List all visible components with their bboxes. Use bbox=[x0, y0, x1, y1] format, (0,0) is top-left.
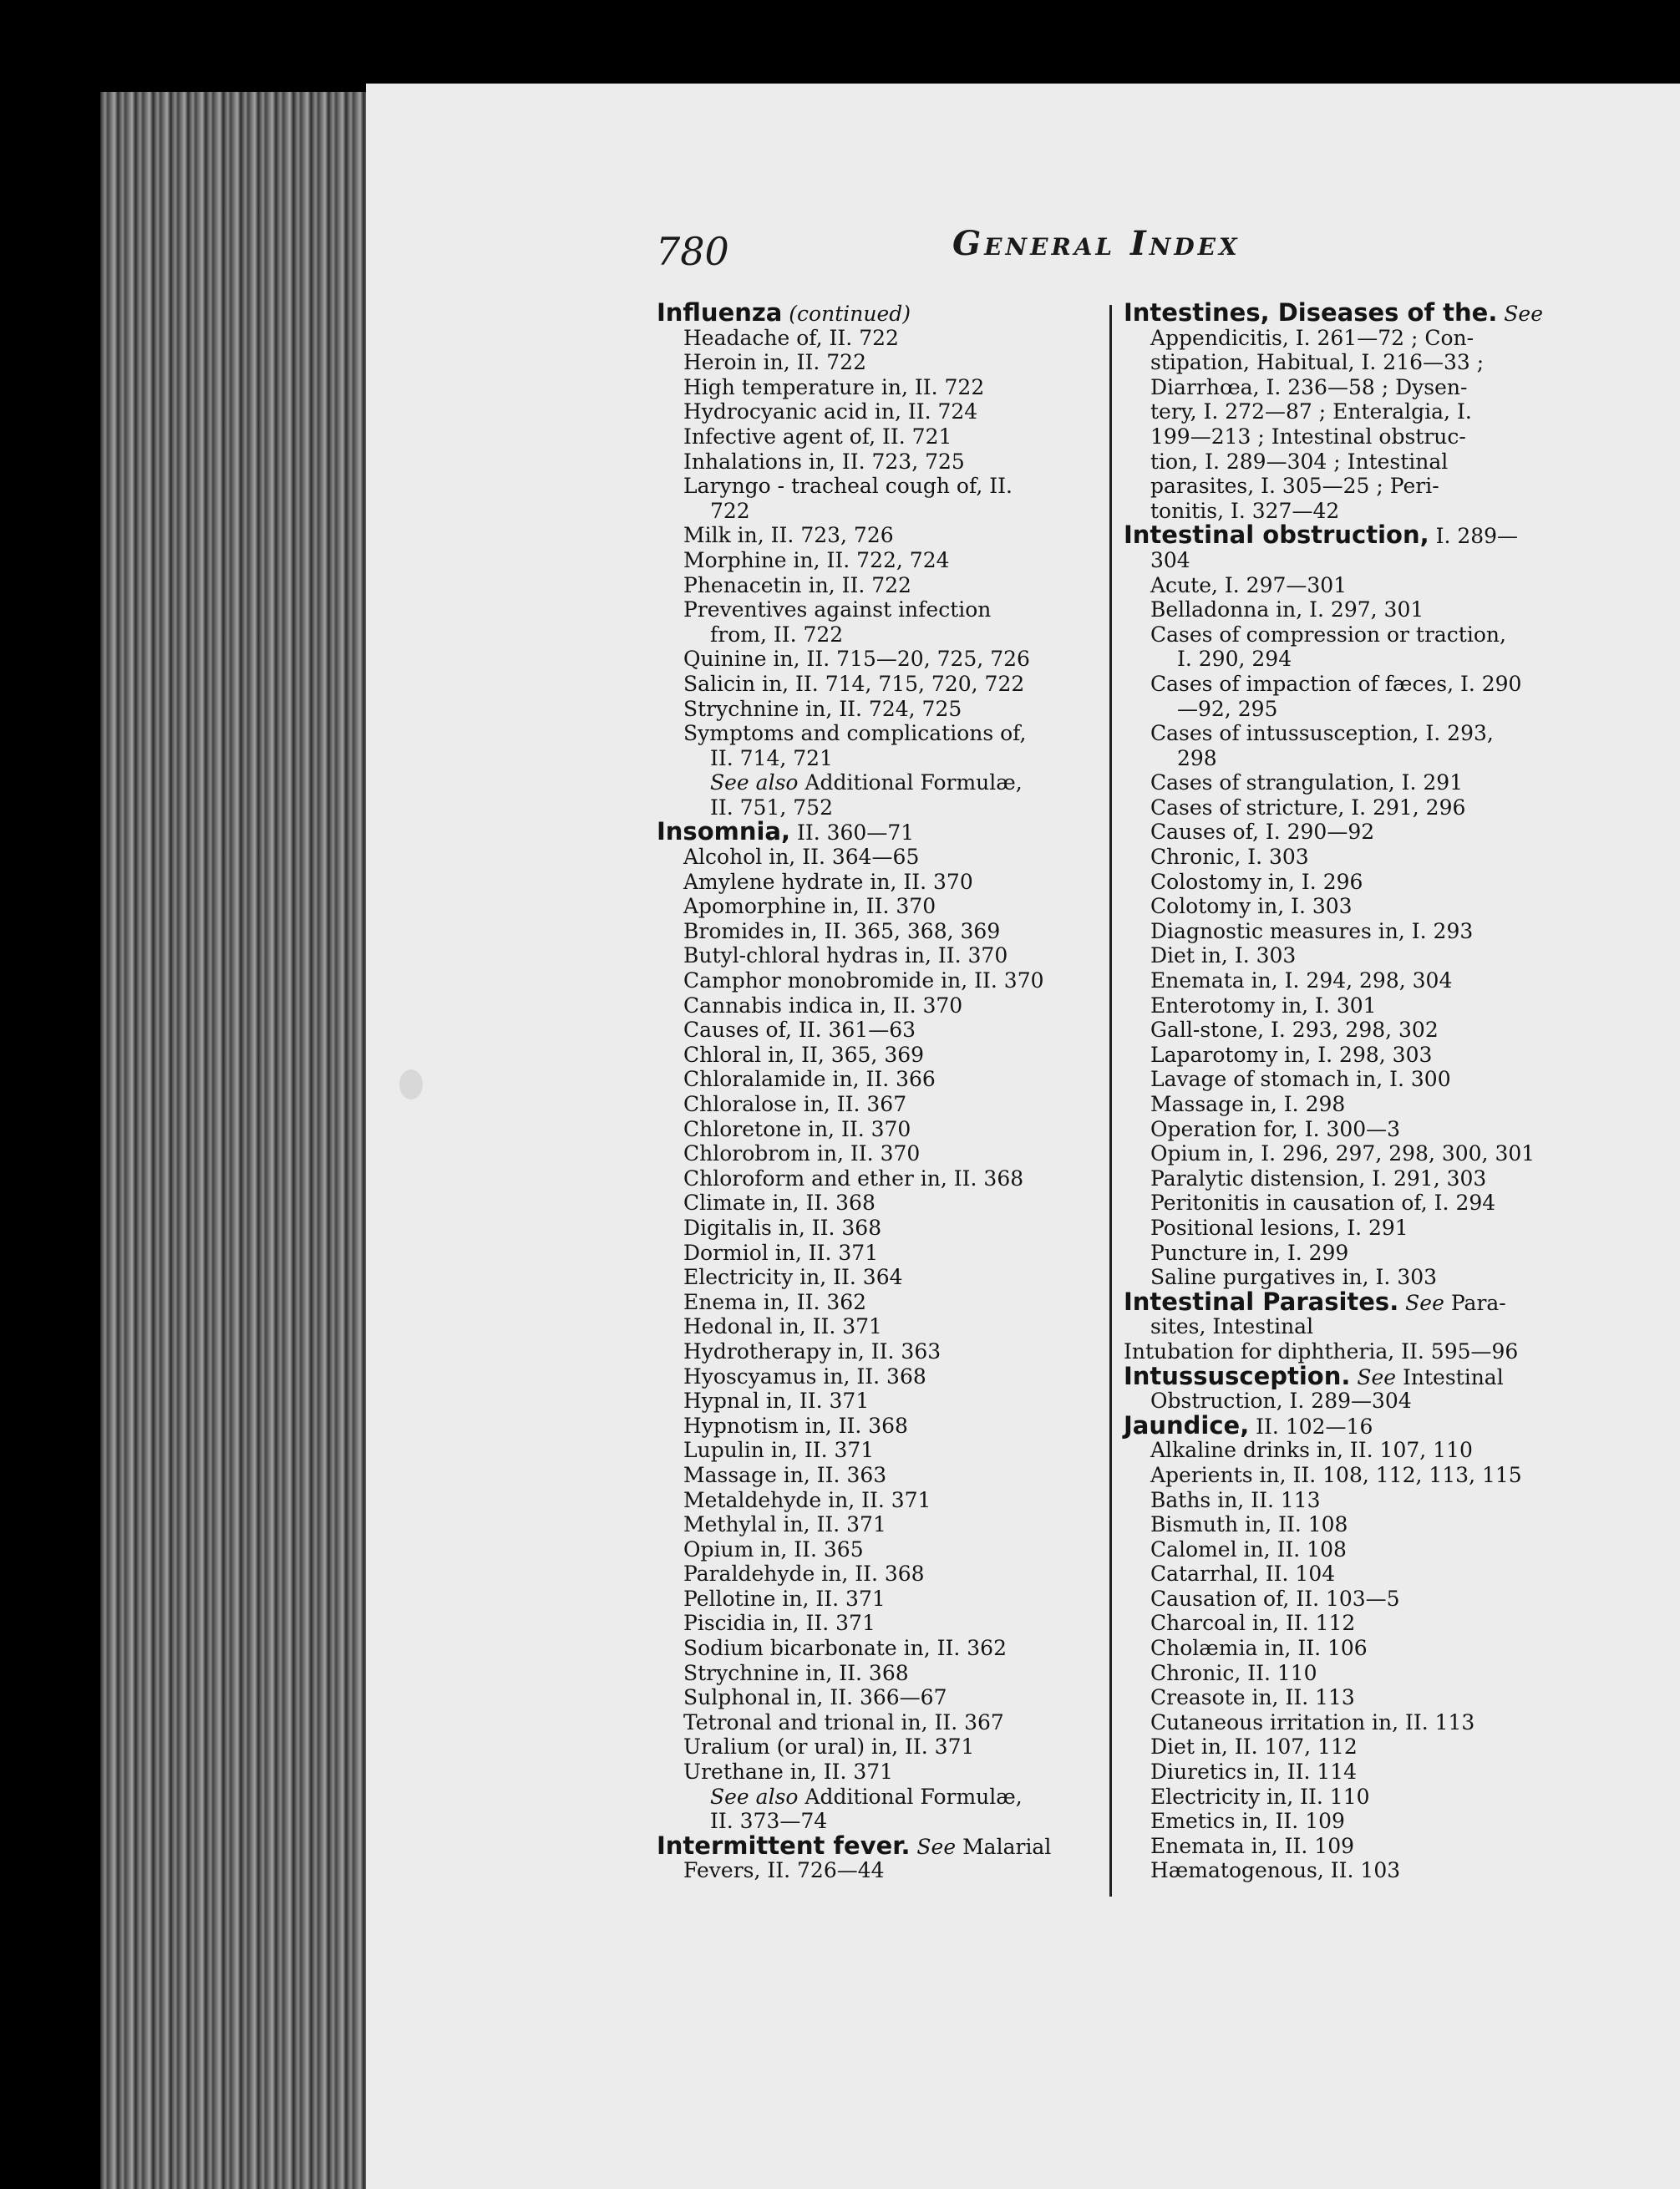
entry-text: Phenacetin in, II. 722 bbox=[683, 572, 911, 597]
index-subentry bbox=[657, 350, 1099, 375]
entry-text: Additional Formulæ, bbox=[798, 1784, 1023, 1809]
index-entry bbox=[1124, 298, 1558, 327]
index-subentry bbox=[657, 647, 1099, 672]
entry-text: Aperients in, II. 108, 112, 113, 115 bbox=[1150, 1462, 1522, 1487]
index-subentry bbox=[1124, 919, 1558, 944]
index-subentry bbox=[657, 1710, 1099, 1735]
index-subentry bbox=[1124, 1166, 1558, 1191]
index-subentry bbox=[657, 1809, 1099, 1834]
index-subentry bbox=[657, 499, 1099, 524]
entry-text: Strychnine in, II. 724, 725 bbox=[683, 696, 962, 721]
entry-text: Laparotomy in, I. 298, 303 bbox=[1150, 1042, 1433, 1067]
see-reference: See bbox=[910, 1834, 957, 1859]
index-subentry bbox=[657, 1537, 1099, 1562]
entry-text: Gall-stone, I. 293, 298, 302 bbox=[1150, 1018, 1439, 1043]
index-subentry bbox=[1124, 1636, 1558, 1661]
index-subentry bbox=[1124, 721, 1558, 746]
entry-text: Urethane in, II. 371 bbox=[683, 1760, 894, 1785]
entry-text: Emetics in, II. 109 bbox=[1150, 1809, 1345, 1834]
index-subentry bbox=[1124, 746, 1558, 771]
index-subentry bbox=[1124, 399, 1558, 424]
see-reference: See also bbox=[710, 1784, 799, 1809]
index-subentry bbox=[657, 1785, 1099, 1810]
index-subentry bbox=[657, 1389, 1099, 1414]
entry-heading: Influenza bbox=[657, 298, 783, 327]
entry-text: Laryngo - tracheal cough of, II. bbox=[683, 474, 1013, 499]
entry-text: Colostomy in, I. 296 bbox=[1150, 869, 1363, 894]
entry-text: Sodium bicarbonate in, II. 362 bbox=[683, 1636, 1007, 1661]
entry-text: Chloretone in, II. 370 bbox=[683, 1116, 911, 1141]
index-subentry bbox=[657, 1562, 1099, 1587]
index-subentry bbox=[1124, 1562, 1558, 1587]
index-subentry bbox=[657, 1760, 1099, 1785]
index-subentry bbox=[1124, 548, 1558, 573]
index-subentry bbox=[657, 870, 1099, 895]
entry-text: Hæmatogenous, II. 103 bbox=[1150, 1858, 1401, 1883]
entry-text: Diarrhœa, I. 236—58 ; Dysen- bbox=[1150, 374, 1468, 399]
index-subentry bbox=[657, 919, 1099, 944]
index-subentry bbox=[657, 672, 1099, 697]
index-subentry bbox=[1124, 1463, 1558, 1488]
entry-text: Strychnine in, II. 368 bbox=[683, 1660, 909, 1685]
entry-locator: Intestinal bbox=[1396, 1364, 1504, 1389]
entry-heading: Intestines, Diseases of the. bbox=[1124, 298, 1498, 327]
index-subentry bbox=[1124, 424, 1558, 449]
entry-text: Cases of intussusception, I. 293, bbox=[1150, 721, 1494, 746]
index-subentry bbox=[1124, 1241, 1558, 1266]
index-subentry bbox=[657, 449, 1099, 475]
entry-text: Creasote in, II. 113 bbox=[1150, 1685, 1355, 1710]
see-reference: See bbox=[1497, 302, 1544, 326]
see-reference: See also bbox=[710, 770, 799, 795]
entry-text: Lupulin in, II. 371 bbox=[683, 1438, 875, 1463]
entry-text: Hyoscyamus in, II. 368 bbox=[683, 1364, 926, 1389]
index-subentry bbox=[657, 597, 1099, 622]
entry-text: Cases of compression or traction, bbox=[1150, 622, 1506, 647]
entry-text: II. 751, 752 bbox=[710, 795, 833, 820]
entry-text: Dormiol in, II. 371 bbox=[683, 1240, 879, 1265]
index-subentry bbox=[1124, 870, 1558, 895]
index-subentry bbox=[1124, 1117, 1558, 1142]
entry-text: Cases of impaction of fæces, I. 290 bbox=[1150, 671, 1522, 696]
entry-text: Chloralose in, II. 367 bbox=[683, 1092, 907, 1116]
index-subentry bbox=[657, 1216, 1099, 1241]
entry-text: Peritonitis in causation of, I. 294 bbox=[1150, 1191, 1496, 1216]
index-subentry bbox=[657, 968, 1099, 993]
index-subentry bbox=[657, 1265, 1099, 1290]
index-subentry bbox=[657, 993, 1099, 1018]
index-subentry bbox=[1124, 845, 1558, 870]
index-column-left bbox=[657, 298, 1099, 1883]
index-subentry bbox=[1124, 1389, 1558, 1414]
index-entry bbox=[657, 817, 1099, 846]
entry-text: 298 bbox=[1177, 745, 1217, 770]
index-subentry bbox=[657, 326, 1099, 351]
entry-text: High temperature in, II. 722 bbox=[683, 374, 985, 399]
entry-heading: Insomnia, bbox=[657, 817, 791, 846]
entry-text: Enema in, II. 362 bbox=[683, 1289, 867, 1314]
index-subentry bbox=[1124, 1760, 1558, 1785]
index-subentry bbox=[1124, 1141, 1558, 1166]
entry-text: Amylene hydrate in, II. 370 bbox=[683, 869, 973, 894]
index-subentry bbox=[657, 1512, 1099, 1537]
entry-text: Headache of, II. 722 bbox=[683, 325, 899, 350]
entry-text: Hydrotherapy in, II. 363 bbox=[683, 1338, 942, 1364]
index-subentry bbox=[657, 1636, 1099, 1661]
entry-locator: Malarial bbox=[956, 1834, 1052, 1859]
entry-text: Diuretics in, II. 114 bbox=[1150, 1760, 1358, 1785]
index-subentry bbox=[1124, 474, 1558, 499]
index-entry bbox=[657, 298, 1099, 327]
entry-text: Hypnal in, II. 371 bbox=[683, 1389, 870, 1414]
index-subentry bbox=[1124, 1858, 1558, 1883]
entry-text: Chloralamide in, II. 366 bbox=[683, 1067, 936, 1092]
column-divider bbox=[1109, 305, 1112, 1897]
entry-text: Appendicitis, I. 261—72 ; Con- bbox=[1150, 325, 1474, 350]
entry-text: Chlorobrom in, II. 370 bbox=[683, 1141, 921, 1166]
entry-locator: I. 289— bbox=[1429, 524, 1519, 549]
entry-text: 199—213 ; Intestinal obstruc- bbox=[1150, 424, 1466, 449]
index-subentry bbox=[657, 1858, 1099, 1883]
entry-text: Metaldehyde in, II. 371 bbox=[683, 1487, 931, 1512]
index-subentry bbox=[657, 1734, 1099, 1760]
index-subentry bbox=[1124, 622, 1558, 648]
index-subentry bbox=[1124, 1216, 1558, 1241]
entry-heading: Intussusception. bbox=[1124, 1361, 1351, 1390]
index-entry bbox=[1124, 1287, 1558, 1316]
index-subentry bbox=[657, 1043, 1099, 1068]
entry-text: Cannabis indica in, II. 370 bbox=[683, 993, 963, 1018]
index-entry bbox=[1124, 1410, 1558, 1440]
entry-locator: Para- bbox=[1444, 1290, 1506, 1315]
book-page-edges bbox=[100, 92, 384, 2189]
entry-text: Baths in, II. 113 bbox=[1150, 1487, 1321, 1512]
index-subentry bbox=[1124, 1734, 1558, 1760]
index-subentry bbox=[1124, 1043, 1558, 1068]
entry-text: Tetronal and trional in, II. 367 bbox=[683, 1709, 1004, 1734]
see-reference: See bbox=[1350, 1364, 1397, 1389]
entry-text: Colotomy in, I. 303 bbox=[1150, 894, 1353, 919]
entry-text: Additional Formulæ, bbox=[798, 770, 1023, 795]
entry-text: stipation, Habitual, I. 216—33 ; bbox=[1150, 350, 1485, 375]
entry-text: Butyl-chloral hydras in, II. 370 bbox=[683, 943, 1008, 968]
entry-text: Cutaneous irritation in, II. 113 bbox=[1150, 1709, 1475, 1734]
index-subentry bbox=[1124, 1488, 1558, 1513]
index-subentry bbox=[1124, 647, 1558, 672]
entry-text: tonitis, I. 327—42 bbox=[1150, 498, 1340, 523]
index-subentry bbox=[657, 1488, 1099, 1513]
entry-text: Obstruction, I. 289—304 bbox=[1150, 1389, 1412, 1414]
entry-text: Bismuth in, II. 108 bbox=[1150, 1512, 1348, 1537]
index-subentry bbox=[657, 399, 1099, 424]
entry-text: Charcoal in, II. 112 bbox=[1150, 1611, 1356, 1636]
entry-text: Cases of strangulation, I. 291 bbox=[1150, 770, 1464, 795]
index-subentry bbox=[1124, 672, 1558, 697]
entry-text: Diet in, I. 303 bbox=[1150, 943, 1297, 968]
entry-text: Pellotine in, II. 371 bbox=[683, 1586, 886, 1611]
entry-text: Massage in, I. 298 bbox=[1150, 1092, 1346, 1116]
entry-text: Chronic, II. 110 bbox=[1150, 1660, 1317, 1685]
index-subentry bbox=[1124, 1785, 1558, 1810]
index-subentry bbox=[1124, 1661, 1558, 1686]
index-subentry bbox=[657, 573, 1099, 598]
entry-text: Sulphonal in, II. 366—67 bbox=[683, 1685, 947, 1710]
entry-text: Causation of, II. 103—5 bbox=[1150, 1586, 1400, 1611]
index-subentry bbox=[657, 845, 1099, 870]
index-subentry bbox=[657, 1364, 1099, 1389]
index-subentry bbox=[657, 721, 1099, 746]
entry-heading: Intestinal Parasites. bbox=[1124, 1287, 1399, 1316]
index-subentry bbox=[657, 1339, 1099, 1364]
entry-text: Symptoms and complications of, bbox=[683, 721, 1027, 746]
index-column-right bbox=[1124, 298, 1558, 1883]
entry-text: Enterotomy in, I. 301 bbox=[1150, 993, 1377, 1018]
entry-text: Milk in, II. 723, 726 bbox=[683, 523, 894, 548]
index-subentry bbox=[657, 1067, 1099, 1092]
entry-text: —92, 295 bbox=[1177, 696, 1278, 721]
entry-text: Diet in, II. 107, 112 bbox=[1150, 1734, 1358, 1760]
entry-text: 722 bbox=[710, 498, 750, 523]
index-subentry bbox=[657, 1611, 1099, 1636]
index-subentry bbox=[657, 943, 1099, 968]
entry-text: Saline purgatives in, I. 303 bbox=[1150, 1265, 1438, 1290]
index-subentry bbox=[657, 1438, 1099, 1463]
entry-text: Bromides in, II. 365, 368, 369 bbox=[683, 918, 1001, 943]
index-subentry bbox=[657, 1290, 1099, 1315]
entry-text: Chloral in, II, 365, 369 bbox=[683, 1042, 925, 1067]
index-subentry bbox=[657, 894, 1099, 919]
entry-text: Alcohol in, II. 364—65 bbox=[683, 845, 920, 870]
index-subentry bbox=[1124, 1587, 1558, 1612]
index-subentry bbox=[657, 1092, 1099, 1117]
entry-text: Infective agent of, II. 721 bbox=[683, 424, 952, 449]
entry-text: Preventives against infection bbox=[683, 597, 992, 622]
entry-text: Catarrhal, II. 104 bbox=[1150, 1562, 1336, 1587]
index-subentry bbox=[1124, 597, 1558, 622]
index-subentry bbox=[1124, 1512, 1558, 1537]
entry-text: Calomel in, II. 108 bbox=[1150, 1536, 1347, 1562]
entry-text: Digitalis in, II. 368 bbox=[683, 1215, 882, 1240]
index-subentry bbox=[657, 1587, 1099, 1612]
index-subentry bbox=[657, 1314, 1099, 1339]
entry-text: Piscidia in, II. 371 bbox=[683, 1611, 876, 1636]
entry-locator: (continued) bbox=[782, 302, 911, 326]
entry-text: Hypnotism in, II. 368 bbox=[683, 1413, 908, 1438]
entry-text: Quinine in, II. 715—20, 725, 726 bbox=[683, 647, 1030, 672]
entry-text: Chloroform and ether in, II. 368 bbox=[683, 1166, 1024, 1191]
entry-locator: II. 102—16 bbox=[1249, 1414, 1373, 1439]
entry-text: tion, I. 289—304 ; Intestinal bbox=[1150, 449, 1449, 474]
index-subentry bbox=[657, 474, 1099, 499]
index-subentry bbox=[1124, 968, 1558, 993]
index-subentry bbox=[657, 1141, 1099, 1166]
entry-text: Paraldehyde in, II. 368 bbox=[683, 1562, 925, 1587]
entry-text: Operation for, I. 300—3 bbox=[1150, 1116, 1401, 1141]
index-subentry bbox=[657, 770, 1099, 795]
index-subentry bbox=[1124, 1809, 1558, 1834]
entry-text: Massage in, II. 363 bbox=[683, 1462, 887, 1487]
entry-text: Fevers, II. 726—44 bbox=[683, 1858, 885, 1883]
index-subentry bbox=[1124, 326, 1558, 351]
entry-text: Inhalations in, II. 723, 725 bbox=[683, 449, 965, 474]
entry-text: Hedonal in, II. 371 bbox=[683, 1314, 882, 1339]
index-subentry bbox=[1124, 1191, 1558, 1216]
entry-text: II. 373—74 bbox=[710, 1809, 828, 1834]
page-number: 780 bbox=[656, 229, 729, 274]
entry-text: 304 bbox=[1150, 547, 1190, 572]
entry-text: Uralium (or ural) in, II. 371 bbox=[683, 1734, 975, 1760]
entry-text: Apomorphine in, II. 370 bbox=[683, 894, 936, 919]
entry-text: Electricity in, II. 364 bbox=[683, 1265, 903, 1290]
index-subentry bbox=[1124, 1834, 1558, 1859]
index-subentry bbox=[657, 375, 1099, 400]
entry-text: Salicin in, II. 714, 715, 720, 722 bbox=[683, 671, 1025, 696]
index-subentry bbox=[1124, 1611, 1558, 1636]
entry-heading: Jaundice, bbox=[1124, 1410, 1250, 1440]
see-reference: See bbox=[1398, 1290, 1444, 1315]
paper-blemish bbox=[399, 1069, 423, 1100]
index-subentry bbox=[1124, 894, 1558, 919]
index-subentry bbox=[1124, 499, 1558, 524]
page-title: General Index bbox=[952, 224, 1241, 263]
index-subentry bbox=[657, 1414, 1099, 1439]
entry-text: parasites, I. 305—25 ; Peri- bbox=[1150, 474, 1439, 499]
index-subentry bbox=[657, 1241, 1099, 1266]
index-subentry bbox=[657, 1463, 1099, 1488]
index-entry bbox=[657, 1831, 1099, 1860]
index-subentry bbox=[1124, 1537, 1558, 1562]
index-subentry bbox=[1124, 1092, 1558, 1117]
index-subentry bbox=[1124, 770, 1558, 795]
entry-text: I. 290, 294 bbox=[1177, 647, 1292, 672]
index-subentry bbox=[1124, 350, 1558, 375]
entry-text: Alkaline drinks in, II. 107, 110 bbox=[1150, 1438, 1473, 1463]
entry-text: Cases of stricture, I. 291, 296 bbox=[1150, 795, 1466, 820]
entry-text: Opium in, I. 296, 297, 298, 300, 301 bbox=[1150, 1141, 1535, 1166]
index-subentry bbox=[1124, 993, 1558, 1018]
entry-text: Positional lesions, I. 291 bbox=[1150, 1215, 1408, 1240]
entry-text: II. 714, 721 bbox=[710, 745, 833, 770]
entry-text: Cholæmia in, II. 106 bbox=[1150, 1636, 1368, 1661]
index-subentry bbox=[1124, 1685, 1558, 1710]
entry-text: Lavage of stomach in, I. 300 bbox=[1150, 1067, 1451, 1092]
entry-text: Electricity in, II. 110 bbox=[1150, 1784, 1370, 1809]
entry-text: tery, I. 272—87 ; Enteralgia, I. bbox=[1150, 399, 1472, 424]
index-subentry bbox=[1124, 573, 1558, 598]
index-subentry bbox=[657, 746, 1099, 771]
entry-text: Belladonna in, I. 297, 301 bbox=[1150, 597, 1424, 622]
entry-text: Causes of, II. 361—63 bbox=[683, 1018, 916, 1043]
index-subentry bbox=[657, 1117, 1099, 1142]
index-subentry bbox=[657, 1018, 1099, 1043]
entry-text: sites, Intestinal bbox=[1150, 1314, 1314, 1339]
entry-text: Puncture in, I. 299 bbox=[1150, 1240, 1349, 1265]
entry-text: Enemata in, I. 294, 298, 304 bbox=[1150, 968, 1453, 993]
index-subentry bbox=[1124, 1438, 1558, 1463]
index-subentry bbox=[1124, 1018, 1558, 1043]
index-subentry bbox=[657, 523, 1099, 548]
index-subentry bbox=[1124, 1710, 1558, 1735]
index-subentry bbox=[657, 697, 1099, 722]
entry-heading: Intestinal obstruction, bbox=[1124, 521, 1429, 550]
index-subentry bbox=[1124, 795, 1558, 820]
entry-text: Enemata in, II. 109 bbox=[1150, 1833, 1355, 1858]
index-subentry bbox=[657, 1685, 1099, 1710]
index-entry bbox=[1124, 1361, 1558, 1390]
entry-text: Paralytic distension, I. 291, 303 bbox=[1150, 1166, 1487, 1191]
entry-text: Intubation for diphtheria, II. 595—96 bbox=[1124, 1338, 1519, 1364]
entry-text: Hydrocyanic acid in, II. 724 bbox=[683, 399, 978, 424]
entry-locator: II. 360—71 bbox=[790, 820, 915, 846]
index-entry bbox=[1124, 523, 1558, 548]
entry-text: Morphine in, II. 722, 724 bbox=[683, 547, 950, 572]
entry-text: Diagnostic measures in, I. 293 bbox=[1150, 918, 1474, 943]
entry-text: Causes of, I. 290—92 bbox=[1150, 820, 1375, 845]
index-subentry bbox=[1124, 697, 1558, 722]
index-subentry bbox=[1124, 375, 1558, 400]
entry-text: Chronic, I. 303 bbox=[1150, 845, 1309, 870]
index-subentry bbox=[1124, 449, 1558, 475]
index-subentry bbox=[1124, 1314, 1558, 1339]
index-subentry bbox=[1124, 1265, 1558, 1290]
index-subentry bbox=[1124, 943, 1558, 968]
entry-heading: Intermittent fever. bbox=[657, 1831, 911, 1860]
entry-text: Camphor monobromide in, II. 370 bbox=[683, 968, 1044, 993]
entry-text: Methylal in, II. 371 bbox=[683, 1512, 886, 1537]
index-subentry bbox=[657, 548, 1099, 573]
index-subentry bbox=[657, 1661, 1099, 1686]
index-subentry bbox=[657, 424, 1099, 449]
index-subentry bbox=[1124, 1067, 1558, 1092]
entry-text: from, II. 722 bbox=[710, 622, 844, 647]
entry-text: Acute, I. 297—301 bbox=[1150, 572, 1348, 597]
index-subentry bbox=[657, 795, 1099, 820]
index-subentry bbox=[1124, 820, 1558, 845]
entry-text: Opium in, II. 365 bbox=[683, 1536, 864, 1562]
entry-text: Climate in, II. 368 bbox=[683, 1191, 876, 1216]
index-subentry bbox=[657, 622, 1099, 648]
index-entry bbox=[1124, 1339, 1558, 1364]
index-subentry bbox=[657, 1166, 1099, 1191]
entry-text: Heroin in, II. 722 bbox=[683, 350, 866, 375]
index-subentry bbox=[657, 1191, 1099, 1216]
